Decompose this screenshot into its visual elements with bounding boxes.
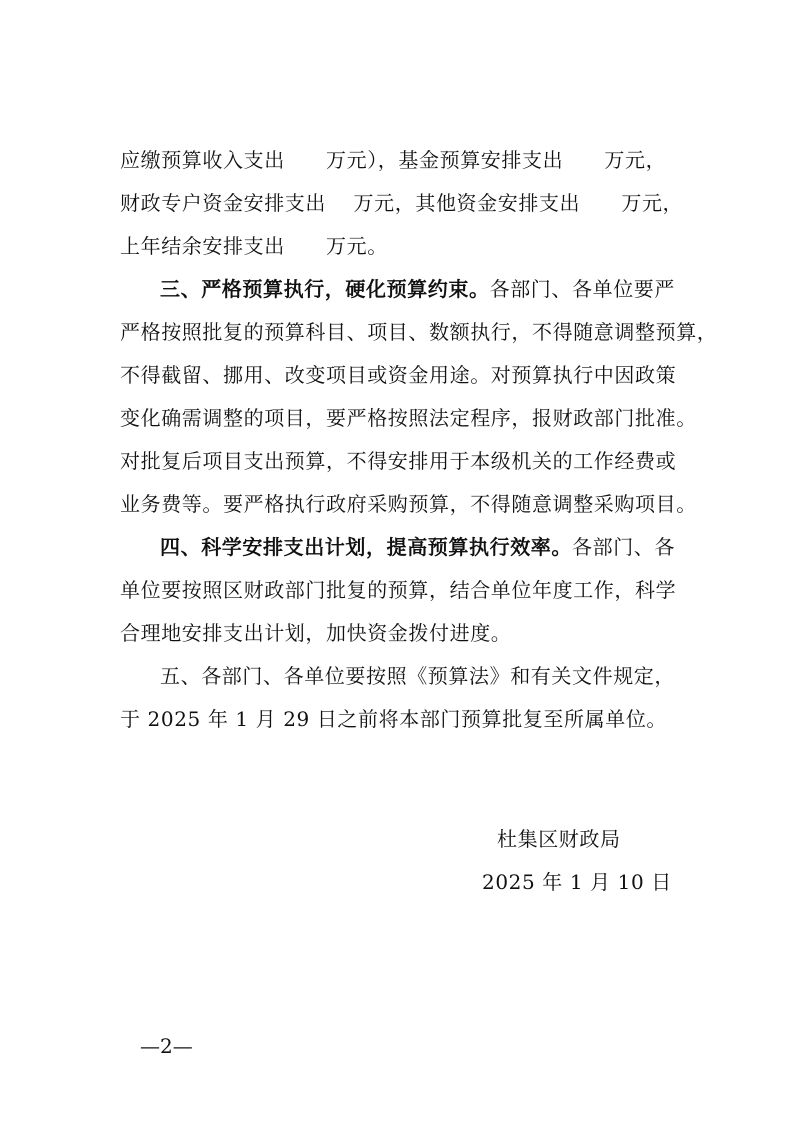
section-4-heading: 四、科学安排支出计划，提高预算执行效率。: [160, 535, 572, 559]
section-5-first-line: 五、各部门、各单位要按照《预算法》和有关文件规定，: [160, 664, 675, 688]
text-line: 严格按照批复的预算科目、项目、数额执行，不得随意调整预算，: [120, 320, 718, 344]
text-line: 合理地安排支出计划，加快资金拨付进度。: [120, 621, 512, 645]
section-4-lead-text: 各部门、各: [572, 535, 675, 559]
signature-date: 2025 年 1 月 10 日: [482, 870, 672, 894]
text-line: 业务费等。要严格执行政府采购预算，不得随意调整采购项目。: [120, 492, 697, 516]
section-3-lead-text: 各部门、各单位要严: [489, 277, 676, 301]
text-line: 变化确需调整的项目，要严格按照法定程序，报财政部门批准。: [120, 406, 697, 430]
page-number: —2—: [140, 1034, 193, 1058]
signature-organization: 杜集区财政局: [497, 827, 621, 851]
text-line: 不得截留、挪用、改变项目或资金用途。对预算执行中因政策: [120, 363, 677, 387]
section-4-first-line: [160, 533, 740, 561]
section-3-heading: 三、严格预算执行，硬化预算约束。: [160, 277, 490, 301]
text-line: 单位要按照区财政部门批复的预算，结合单位年度工作，科学: [120, 578, 677, 602]
text-line: 对批复后项目支出预算，不得安排用于本级机关的工作经费或: [120, 449, 677, 473]
text-line: 上年结余安排支出 万元。: [120, 234, 388, 258]
text-line: 应缴预算收入支出 万元），基金预算安排支出 万元，: [120, 148, 667, 172]
section-3-first-line: [160, 275, 740, 303]
text-line: 财政专户资金安排支出 万元，其他资金安排支出 万元，: [120, 191, 684, 215]
text-line: 于 2025 年 1 月 29 日之前将本部门预算批复至所属单位。: [120, 707, 668, 731]
